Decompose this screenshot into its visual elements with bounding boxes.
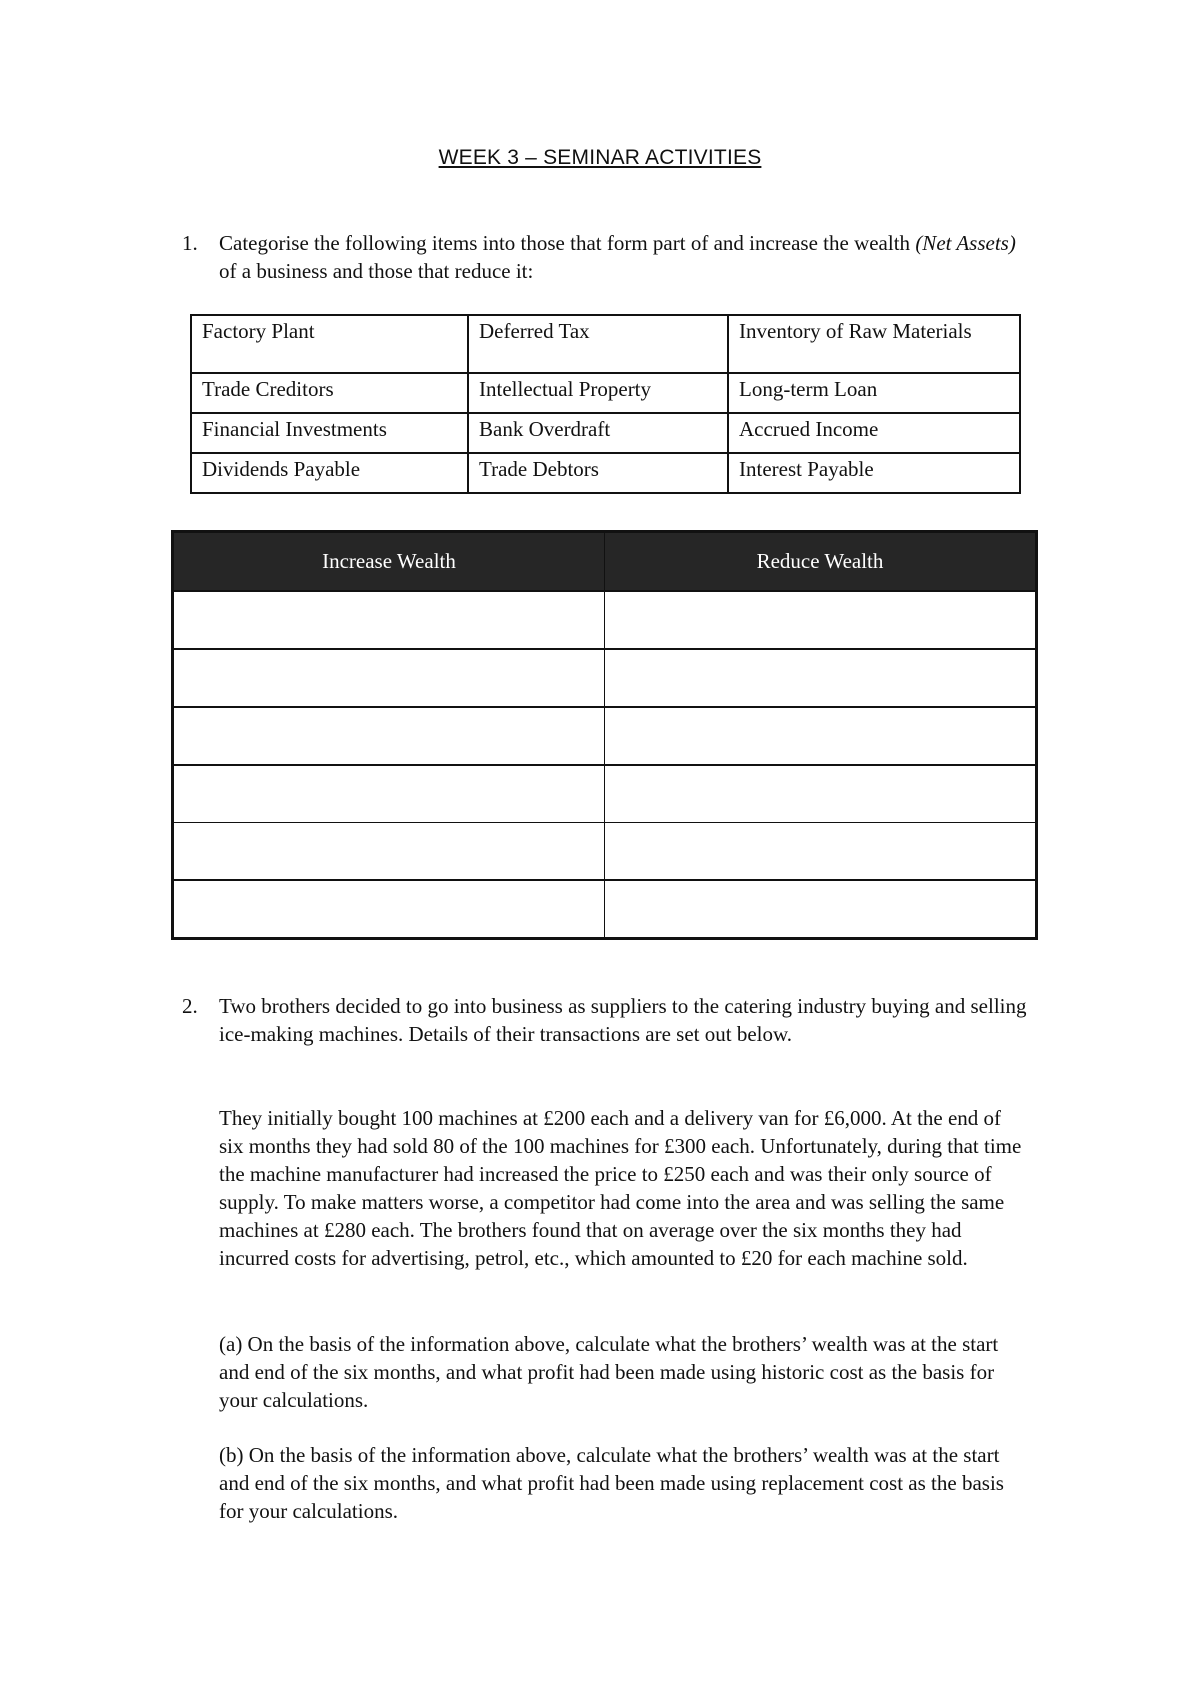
question-1-text: [219, 229, 1029, 285]
table-cell: Dividends Payable: [191, 453, 468, 493]
question-1-text-after: of a business and those that reduce it:: [219, 259, 534, 283]
table-cell: Long-term Loan: [728, 373, 1020, 413]
table-cell: Inventory of Raw Materials: [728, 315, 1020, 373]
table-cell: Intellectual Property: [468, 373, 728, 413]
answer-cell-increase[interactable]: [173, 880, 605, 939]
reduce-wealth-header: Reduce Wealth: [605, 532, 1037, 592]
increase-wealth-header: Increase Wealth: [173, 532, 605, 592]
question-1-number: 1.: [182, 231, 198, 255]
answer-cell-increase[interactable]: [173, 591, 605, 649]
table-cell: Trade Debtors: [468, 453, 728, 493]
table-cell: Interest Payable: [728, 453, 1020, 493]
answer-cell-reduce[interactable]: [605, 707, 1037, 765]
question-1-text-before: Categorise the following items into those that form part of and increase the wealth: [219, 231, 911, 255]
answer-cell-increase[interactable]: [173, 707, 605, 765]
table-row: [173, 591, 1037, 649]
table-cell: Deferred Tax: [468, 315, 728, 373]
table-row: [191, 453, 1020, 493]
question-2-intro: Two brothers decided to go into business as suppliers to the catering industry buying and selling ice-making machines. Details of their transactions are set out below.: [219, 994, 1027, 1046]
answer-cell-reduce[interactable]: [605, 823, 1037, 881]
table-row: [191, 373, 1020, 413]
table-row: [173, 765, 1037, 823]
table-row: [173, 823, 1037, 881]
answer-cell-increase[interactable]: [173, 823, 605, 881]
question-2-details: They initially bought 100 machines at £200 each and a delivery van for £6,000. At the end of six months they had sold 80 of the 100 machines for £300 each. Unfortunately, during that time the machine manufacturer had increased the price to £250 each and was their only source of supply. To make matters worse, a competitor had come into the area and was selling the same machines at £280 each. The brothers found that on average over the six months they had incurred costs for advertising, petrol, etc., which amounted to £20 for each machine sold.: [219, 1106, 1022, 1270]
answer-cell-reduce[interactable]: [605, 649, 1037, 707]
answer-cell-increase[interactable]: [173, 649, 605, 707]
table-cell: Factory Plant: [191, 315, 468, 373]
page-title: WEEK 3 – SEMINAR ACTIVITIES: [438, 146, 762, 169]
question-1-net-assets: (Net Assets): [915, 231, 1016, 255]
table-row: [173, 880, 1037, 939]
table-cell: Accrued Income: [728, 413, 1020, 453]
question-2-number: 2.: [182, 994, 198, 1018]
table-row: [191, 315, 1020, 373]
question-2-part-a: (a) On the basis of the information above, calculate what the brothers’ wealth was at the start and end of the six months, and what profit had been made using historic cost as the basis for your calculations.: [219, 1332, 999, 1412]
wealth-answer-table: [171, 530, 1038, 940]
table-header-row: [173, 532, 1037, 592]
answer-cell-reduce[interactable]: [605, 591, 1037, 649]
question-2-part-b: (b) On the basis of the information above, calculate what the brothers’ wealth was at the start and end of the six months, and what profit had been made using replacement cost as the basis for your calculations.: [219, 1443, 1004, 1523]
answer-cell-reduce[interactable]: [605, 765, 1037, 823]
table-row: [173, 649, 1037, 707]
table-cell: Financial Investments: [191, 413, 468, 453]
table-row: [173, 707, 1037, 765]
table-cell: Trade Creditors: [191, 373, 468, 413]
table-row: [191, 413, 1020, 453]
items-table: [190, 314, 1021, 494]
answer-cell-reduce[interactable]: [605, 880, 1037, 939]
answer-cell-increase[interactable]: [173, 765, 605, 823]
table-cell: Bank Overdraft: [468, 413, 728, 453]
